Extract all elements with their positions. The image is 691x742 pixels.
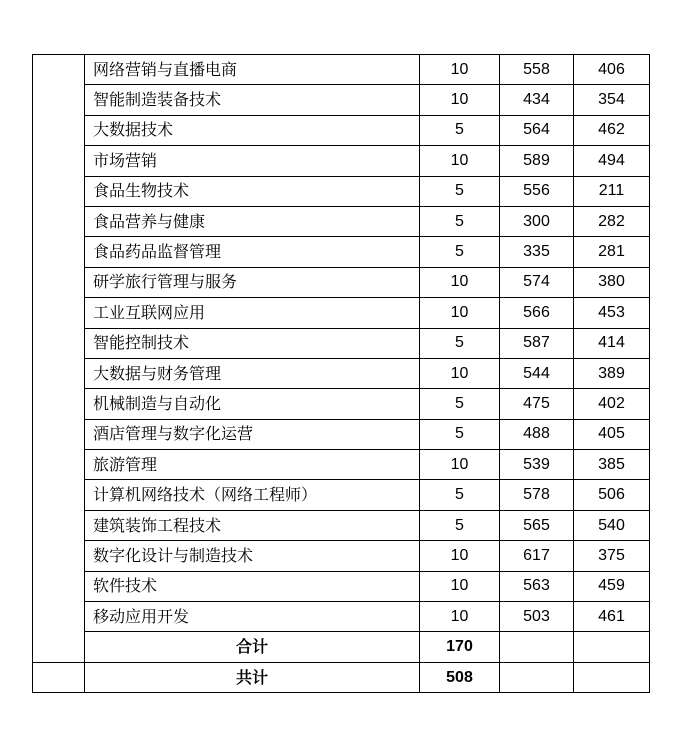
major-name: 计算机网络技术（网络工程师）	[85, 480, 420, 510]
table-row	[33, 176, 650, 206]
min-score: 462	[574, 115, 650, 145]
table-row	[33, 298, 650, 328]
table-row	[33, 115, 650, 145]
min-score: 459	[574, 571, 650, 601]
min-score: 406	[574, 55, 650, 85]
table-row	[33, 541, 650, 571]
max-score: 566	[500, 298, 574, 328]
table-row	[33, 85, 650, 115]
plan-count: 10	[420, 146, 500, 176]
table-row	[33, 146, 650, 176]
min-score: 211	[574, 176, 650, 206]
plan-count: 5	[420, 419, 500, 449]
min-score: 540	[574, 510, 650, 540]
max-score: 578	[500, 480, 574, 510]
plan-count: 10	[420, 450, 500, 480]
plan-count: 10	[420, 55, 500, 85]
major-name: 食品营养与健康	[85, 206, 420, 236]
empty-cell	[500, 662, 574, 692]
empty-cell	[574, 662, 650, 692]
max-score: 617	[500, 541, 574, 571]
min-score: 354	[574, 85, 650, 115]
plan-count: 5	[420, 389, 500, 419]
table-row	[33, 328, 650, 358]
major-name: 旅游管理	[85, 450, 420, 480]
major-name: 大数据与财务管理	[85, 358, 420, 388]
plan-count: 5	[420, 237, 500, 267]
max-score: 539	[500, 450, 574, 480]
total-row	[33, 662, 650, 692]
max-score: 563	[500, 571, 574, 601]
empty-cell	[574, 632, 650, 662]
max-score: 488	[500, 419, 574, 449]
table-row	[33, 267, 650, 297]
max-score: 434	[500, 85, 574, 115]
table-row	[33, 389, 650, 419]
min-score: 494	[574, 146, 650, 176]
max-score: 475	[500, 389, 574, 419]
empty-cell	[33, 662, 85, 692]
plan-count: 5	[420, 206, 500, 236]
table-row	[33, 480, 650, 510]
major-name: 网络营销与直播电商	[85, 55, 420, 85]
table-body	[33, 55, 650, 693]
subtotal-row	[33, 632, 650, 662]
major-name: 酒店管理与数字化运营	[85, 419, 420, 449]
plan-count: 5	[420, 176, 500, 206]
min-score: 385	[574, 450, 650, 480]
table-row	[33, 602, 650, 632]
max-score: 589	[500, 146, 574, 176]
plan-count: 5	[420, 510, 500, 540]
plan-count: 10	[420, 571, 500, 601]
table-row	[33, 571, 650, 601]
table-row	[33, 237, 650, 267]
category-cell	[33, 55, 85, 663]
major-name: 软件技术	[85, 571, 420, 601]
major-name: 移动应用开发	[85, 602, 420, 632]
max-score: 587	[500, 328, 574, 358]
max-score: 335	[500, 237, 574, 267]
major-name: 数字化设计与制造技术	[85, 541, 420, 571]
table-row	[33, 358, 650, 388]
table-row	[33, 510, 650, 540]
major-name: 大数据技术	[85, 115, 420, 145]
min-score: 281	[574, 237, 650, 267]
min-score: 380	[574, 267, 650, 297]
major-name: 食品药品监督管理	[85, 237, 420, 267]
total-label: 共计	[85, 662, 420, 692]
plan-count: 10	[420, 541, 500, 571]
min-score: 389	[574, 358, 650, 388]
plan-count: 5	[420, 115, 500, 145]
min-score: 461	[574, 602, 650, 632]
min-score: 506	[574, 480, 650, 510]
max-score: 558	[500, 55, 574, 85]
major-name: 市场营销	[85, 146, 420, 176]
table-row	[33, 419, 650, 449]
major-name: 机械制造与自动化	[85, 389, 420, 419]
plan-count: 10	[420, 358, 500, 388]
max-score: 556	[500, 176, 574, 206]
subtotal-label: 合计	[85, 632, 420, 662]
total-value: 508	[420, 662, 500, 692]
table-row	[33, 206, 650, 236]
max-score: 564	[500, 115, 574, 145]
plan-count: 5	[420, 480, 500, 510]
min-score: 405	[574, 419, 650, 449]
major-name: 建筑装饰工程技术	[85, 510, 420, 540]
plan-count: 10	[420, 267, 500, 297]
major-name: 工业互联网应用	[85, 298, 420, 328]
major-name: 食品生物技术	[85, 176, 420, 206]
table-row	[33, 450, 650, 480]
empty-cell	[500, 632, 574, 662]
max-score: 544	[500, 358, 574, 388]
major-name: 智能制造装备技术	[85, 85, 420, 115]
table-row	[33, 55, 650, 85]
plan-count: 10	[420, 298, 500, 328]
min-score: 402	[574, 389, 650, 419]
max-score: 565	[500, 510, 574, 540]
enrollment-table	[32, 54, 650, 693]
major-name: 研学旅行管理与服务	[85, 267, 420, 297]
min-score: 414	[574, 328, 650, 358]
min-score: 375	[574, 541, 650, 571]
max-score: 574	[500, 267, 574, 297]
max-score: 503	[500, 602, 574, 632]
min-score: 453	[574, 298, 650, 328]
major-name: 智能控制技术	[85, 328, 420, 358]
plan-count: 5	[420, 328, 500, 358]
subtotal-value: 170	[420, 632, 500, 662]
min-score: 282	[574, 206, 650, 236]
plan-count: 10	[420, 85, 500, 115]
max-score: 300	[500, 206, 574, 236]
plan-count: 10	[420, 602, 500, 632]
